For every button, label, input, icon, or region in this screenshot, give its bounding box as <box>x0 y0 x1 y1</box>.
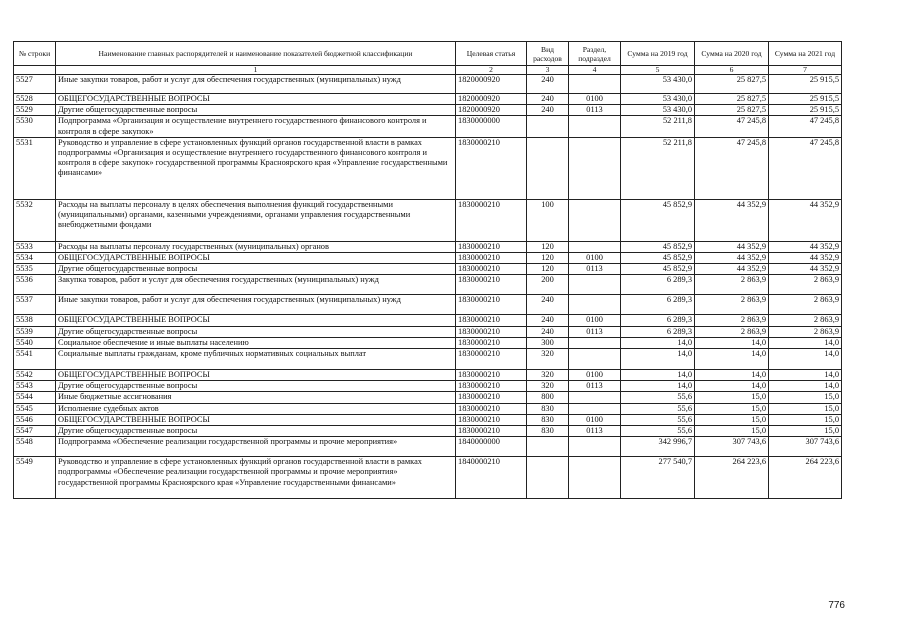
row-code: 1820000920 <box>456 105 527 116</box>
row-number: 5546 <box>14 414 56 425</box>
row-code: 1840000000 <box>456 437 527 457</box>
row-section <box>569 295 621 315</box>
row-amount-2019: 53 430,0 <box>621 75 695 94</box>
row-amount-2021: 14,0 <box>769 337 842 348</box>
row-expense-type: 320 <box>527 349 569 370</box>
row-section <box>569 275 621 295</box>
table-row <box>14 326 842 337</box>
row-amount-2019: 342 996,7 <box>621 437 695 457</box>
row-expense-type: 300 <box>527 337 569 348</box>
row-amount-2019: 53 430,0 <box>621 105 695 116</box>
row-number: 5548 <box>14 437 56 457</box>
table-row <box>14 275 842 295</box>
budget-table <box>13 41 842 499</box>
row-amount-2019: 53 430,0 <box>621 94 695 105</box>
row-expense-type: 240 <box>527 295 569 315</box>
row-amount-2021: 14,0 <box>769 381 842 392</box>
row-number: 5537 <box>14 295 56 315</box>
row-code: 1830000210 <box>456 315 527 326</box>
row-expense-type: 100 <box>527 199 569 241</box>
row-amount-2019: 55,6 <box>621 392 695 403</box>
row-number: 5545 <box>14 403 56 414</box>
row-amount-2019: 52 211,8 <box>621 116 695 137</box>
row-name: Иные бюджетные ассигнования <box>56 392 456 403</box>
row-amount-2020: 25 827,5 <box>695 94 769 105</box>
row-amount-2021: 2 863,9 <box>769 326 842 337</box>
column-number: 6 <box>695 66 769 75</box>
row-number: 5529 <box>14 105 56 116</box>
row-amount-2019: 6 289,3 <box>621 326 695 337</box>
row-section: 0113 <box>569 264 621 275</box>
row-number: 5547 <box>14 426 56 437</box>
row-amount-2020: 2 863,9 <box>695 275 769 295</box>
row-name: Руководство и управление в сфере установленных функций органов государственной власти в рамках подпрограммы «Обеспечение реализации государственной программы и прочие мероприятия» государственной программы Красноярского края «Управление государственными финансами» <box>56 457 456 499</box>
row-number: 5531 <box>14 137 56 199</box>
col-header-no: № строки <box>14 42 56 66</box>
row-section <box>569 241 621 252</box>
table-row <box>14 94 842 105</box>
column-number: 3 <box>527 66 569 75</box>
row-expense-type <box>527 137 569 199</box>
row-amount-2020: 14,0 <box>695 370 769 381</box>
row-amount-2020: 14,0 <box>695 381 769 392</box>
row-amount-2020: 15,0 <box>695 403 769 414</box>
row-name: ОБЩЕГОСУДАРСТВЕННЫЕ ВОПРОСЫ <box>56 414 456 425</box>
row-code: 1830000210 <box>456 349 527 370</box>
row-amount-2021: 25 915,5 <box>769 94 842 105</box>
row-amount-2021: 2 863,9 <box>769 275 842 295</box>
column-number: 7 <box>769 66 842 75</box>
row-number: 5536 <box>14 275 56 295</box>
row-name: ОБЩЕГОСУДАРСТВЕННЫЕ ВОПРОСЫ <box>56 253 456 264</box>
row-code: 1830000000 <box>456 116 527 137</box>
row-name: Другие общегосударственные вопросы <box>56 381 456 392</box>
row-section: 0113 <box>569 326 621 337</box>
row-number: 5541 <box>14 349 56 370</box>
row-amount-2020: 2 863,9 <box>695 295 769 315</box>
row-number: 5542 <box>14 370 56 381</box>
row-amount-2019: 55,6 <box>621 403 695 414</box>
table-row <box>14 199 842 241</box>
row-amount-2020: 2 863,9 <box>695 315 769 326</box>
row-name: Руководство и управление в сфере установленных функций органов государственной власти в рамках подпрограммы «Организация и осуществление внутреннего государственного финансового контроля и контроля в сфере закупок» государственной программы Красноярского края «Управление государственными финансами» <box>56 137 456 199</box>
row-code: 1830000210 <box>456 337 527 348</box>
row-amount-2019: 14,0 <box>621 381 695 392</box>
table-row <box>14 457 842 499</box>
col-header-code: Целевая статья <box>456 42 527 66</box>
row-section <box>569 116 621 137</box>
row-expense-type: 120 <box>527 264 569 275</box>
table-row <box>14 414 842 425</box>
row-section <box>569 75 621 94</box>
row-amount-2021: 15,0 <box>769 403 842 414</box>
table-row <box>14 264 842 275</box>
row-section <box>569 392 621 403</box>
row-section <box>569 337 621 348</box>
row-amount-2021: 2 863,9 <box>769 315 842 326</box>
column-number-row <box>14 66 842 75</box>
row-code: 1830000210 <box>456 414 527 425</box>
row-name: ОБЩЕГОСУДАРСТВЕННЫЕ ВОПРОСЫ <box>56 94 456 105</box>
row-section: 0100 <box>569 253 621 264</box>
row-amount-2019: 6 289,3 <box>621 315 695 326</box>
row-name: Другие общегосударственные вопросы <box>56 105 456 116</box>
col-header-type: Вид расходов <box>527 42 569 66</box>
row-name: Исполнение судебных актов <box>56 403 456 414</box>
row-expense-type: 200 <box>527 275 569 295</box>
row-amount-2019: 6 289,3 <box>621 295 695 315</box>
row-amount-2021: 44 352,9 <box>769 241 842 252</box>
row-number: 5530 <box>14 116 56 137</box>
table-row <box>14 295 842 315</box>
row-number: 5543 <box>14 381 56 392</box>
row-section <box>569 437 621 457</box>
row-expense-type: 240 <box>527 315 569 326</box>
column-number: 1 <box>56 66 456 75</box>
row-name: Другие общегосударственные вопросы <box>56 426 456 437</box>
row-amount-2020: 47 245,8 <box>695 137 769 199</box>
row-amount-2019: 45 852,9 <box>621 241 695 252</box>
column-number: 2 <box>456 66 527 75</box>
row-code: 1830000210 <box>456 392 527 403</box>
row-code: 1830000210 <box>456 199 527 241</box>
table-row <box>14 426 842 437</box>
row-amount-2019: 14,0 <box>621 337 695 348</box>
row-number: 5539 <box>14 326 56 337</box>
row-amount-2021: 2 863,9 <box>769 295 842 315</box>
row-amount-2019: 45 852,9 <box>621 253 695 264</box>
row-expense-type: 830 <box>527 426 569 437</box>
col-header-2019: Сумма на 2019 год <box>621 42 695 66</box>
row-amount-2021: 47 245,8 <box>769 137 842 199</box>
row-name: Подпрограмма «Организация и осуществление внутреннего государственного финансового контроля и контроля в сфере закупок» <box>56 116 456 137</box>
row-code: 1830000210 <box>456 370 527 381</box>
table-row <box>14 349 842 370</box>
row-expense-type: 240 <box>527 75 569 94</box>
row-expense-type: 800 <box>527 392 569 403</box>
row-amount-2020: 264 223,6 <box>695 457 769 499</box>
row-amount-2019: 14,0 <box>621 349 695 370</box>
row-expense-type <box>527 116 569 137</box>
row-section: 0100 <box>569 315 621 326</box>
row-name: Иные закупки товаров, работ и услуг для обеспечения государственных (муниципальных) нужд <box>56 75 456 94</box>
column-number: 4 <box>569 66 621 75</box>
row-code: 1830000210 <box>456 241 527 252</box>
row-amount-2021: 15,0 <box>769 426 842 437</box>
row-amount-2019: 14,0 <box>621 370 695 381</box>
row-name: Социальные выплаты гражданам, кроме публичных нормативных социальных выплат <box>56 349 456 370</box>
table-row <box>14 241 842 252</box>
row-amount-2020: 15,0 <box>695 426 769 437</box>
row-name: Социальное обеспечение и иные выплаты населению <box>56 337 456 348</box>
table-row <box>14 437 842 457</box>
row-code: 1830000210 <box>456 381 527 392</box>
header-row <box>14 42 842 66</box>
row-section <box>569 199 621 241</box>
row-expense-type: 240 <box>527 326 569 337</box>
col-header-2020: Сумма на 2020 год <box>695 42 769 66</box>
row-number: 5544 <box>14 392 56 403</box>
row-amount-2020: 44 352,9 <box>695 264 769 275</box>
column-number <box>14 66 56 75</box>
table-row <box>14 137 842 199</box>
row-expense-type <box>527 457 569 499</box>
row-amount-2021: 15,0 <box>769 414 842 425</box>
row-name: ОБЩЕГОСУДАРСТВЕННЫЕ ВОПРОСЫ <box>56 370 456 381</box>
row-amount-2019: 45 852,9 <box>621 264 695 275</box>
table-row <box>14 403 842 414</box>
row-code: 1830000210 <box>456 326 527 337</box>
row-number: 5538 <box>14 315 56 326</box>
row-amount-2019: 55,6 <box>621 414 695 425</box>
row-amount-2020: 307 743,6 <box>695 437 769 457</box>
row-name: Расходы на выплаты персоналу государственных (муниципальных) органов <box>56 241 456 252</box>
row-amount-2021: 25 915,5 <box>769 75 842 94</box>
row-amount-2020: 47 245,8 <box>695 116 769 137</box>
row-expense-type <box>527 437 569 457</box>
row-name: Подпрограмма «Обеспечение реализации государственной программы и прочие мероприятия» <box>56 437 456 457</box>
row-amount-2021: 47 245,8 <box>769 116 842 137</box>
table-body <box>14 66 842 499</box>
row-section <box>569 349 621 370</box>
row-amount-2020: 25 827,5 <box>695 75 769 94</box>
row-name: Другие общегосударственные вопросы <box>56 326 456 337</box>
row-number: 5528 <box>14 94 56 105</box>
row-amount-2019: 6 289,3 <box>621 275 695 295</box>
row-name: ОБЩЕГОСУДАРСТВЕННЫЕ ВОПРОСЫ <box>56 315 456 326</box>
column-number: 5 <box>621 66 695 75</box>
row-amount-2021: 44 352,9 <box>769 199 842 241</box>
row-expense-type: 830 <box>527 403 569 414</box>
row-code: 1820000920 <box>456 94 527 105</box>
row-number: 5534 <box>14 253 56 264</box>
row-amount-2021: 264 223,6 <box>769 457 842 499</box>
table-row <box>14 253 842 264</box>
row-section <box>569 403 621 414</box>
table-row <box>14 370 842 381</box>
row-amount-2020: 25 827,5 <box>695 105 769 116</box>
table-row <box>14 381 842 392</box>
table-row <box>14 105 842 116</box>
row-amount-2020: 15,0 <box>695 392 769 403</box>
row-amount-2021: 14,0 <box>769 370 842 381</box>
row-section: 0113 <box>569 381 621 392</box>
row-amount-2020: 14,0 <box>695 349 769 370</box>
table-row <box>14 392 842 403</box>
row-amount-2020: 44 352,9 <box>695 241 769 252</box>
table-row <box>14 315 842 326</box>
row-amount-2020: 44 352,9 <box>695 253 769 264</box>
row-section: 0100 <box>569 414 621 425</box>
table-row <box>14 116 842 137</box>
row-section <box>569 137 621 199</box>
row-code: 1840000210 <box>456 457 527 499</box>
row-section: 0100 <box>569 94 621 105</box>
row-code: 1830000210 <box>456 137 527 199</box>
row-amount-2021: 14,0 <box>769 349 842 370</box>
row-code: 1830000210 <box>456 426 527 437</box>
row-amount-2020: 14,0 <box>695 337 769 348</box>
row-amount-2021: 44 352,9 <box>769 253 842 264</box>
row-amount-2021: 307 743,6 <box>769 437 842 457</box>
row-code: 1830000210 <box>456 403 527 414</box>
row-code: 1820000920 <box>456 75 527 94</box>
row-expense-type: 240 <box>527 105 569 116</box>
row-amount-2020: 2 863,9 <box>695 326 769 337</box>
row-amount-2019: 45 852,9 <box>621 199 695 241</box>
row-name: Другие общегосударственные вопросы <box>56 264 456 275</box>
col-header-name: Наименование главных распорядителей и наименование показателей бюджетной классификации <box>56 42 456 66</box>
row-amount-2021: 44 352,9 <box>769 264 842 275</box>
row-section <box>569 457 621 499</box>
col-header-section: Раздел, подраздел <box>569 42 621 66</box>
row-amount-2019: 52 211,8 <box>621 137 695 199</box>
row-expense-type: 240 <box>527 94 569 105</box>
row-number: 5540 <box>14 337 56 348</box>
row-expense-type: 320 <box>527 370 569 381</box>
page-number: 776 <box>828 600 845 611</box>
row-expense-type: 120 <box>527 241 569 252</box>
row-number: 5549 <box>14 457 56 499</box>
row-name: Расходы на выплаты персоналу в целях обеспечения выполнения функций государственными (муниципальными) органами, казенными учреждениями, органами управления государственными внебюджетными фондами <box>56 199 456 241</box>
row-amount-2019: 277 540,7 <box>621 457 695 499</box>
row-number: 5535 <box>14 264 56 275</box>
row-amount-2020: 44 352,9 <box>695 199 769 241</box>
row-amount-2021: 15,0 <box>769 392 842 403</box>
row-expense-type: 830 <box>527 414 569 425</box>
row-name: Закупка товаров, работ и услуг для обеспечения государственных (муниципальных) нужд <box>56 275 456 295</box>
row-section: 0113 <box>569 426 621 437</box>
row-code: 1830000210 <box>456 264 527 275</box>
table-row <box>14 75 842 94</box>
row-code: 1830000210 <box>456 295 527 315</box>
row-amount-2021: 25 915,5 <box>769 105 842 116</box>
row-section: 0113 <box>569 105 621 116</box>
row-number: 5532 <box>14 199 56 241</box>
row-number: 5527 <box>14 75 56 94</box>
row-expense-type: 320 <box>527 381 569 392</box>
row-section: 0100 <box>569 370 621 381</box>
row-code: 1830000210 <box>456 275 527 295</box>
row-amount-2020: 15,0 <box>695 414 769 425</box>
row-expense-type: 120 <box>527 253 569 264</box>
row-code: 1830000210 <box>456 253 527 264</box>
row-amount-2019: 55,6 <box>621 426 695 437</box>
table-row <box>14 337 842 348</box>
row-number: 5533 <box>14 241 56 252</box>
row-name: Иные закупки товаров, работ и услуг для обеспечения государственных (муниципальных) нужд <box>56 295 456 315</box>
col-header-2021: Сумма на 2021 год <box>769 42 842 66</box>
